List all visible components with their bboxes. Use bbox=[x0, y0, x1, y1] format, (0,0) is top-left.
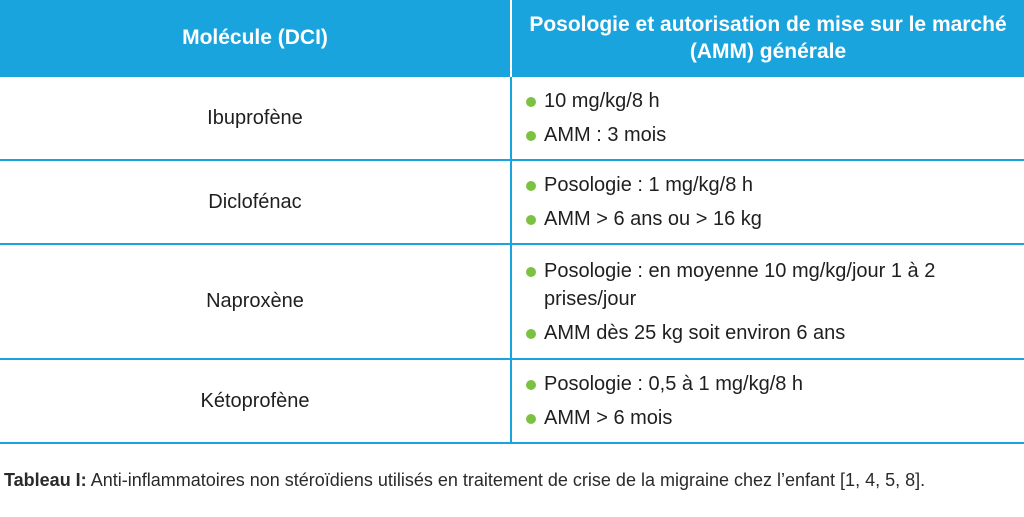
posology-cell bbox=[511, 76, 1024, 160]
list-item: AMM dès 25 kg soit environ 6 ans bbox=[526, 319, 1014, 347]
table-header-row bbox=[0, 0, 1024, 76]
list-item: AMM : 3 mois bbox=[526, 121, 1014, 149]
molecule-cell: Naproxène bbox=[0, 244, 511, 359]
list-item: 10 mg/kg/8 h bbox=[526, 87, 1014, 115]
list-item: AMM > 6 mois bbox=[526, 404, 1014, 432]
posology-cell bbox=[511, 359, 1024, 443]
table-row bbox=[0, 244, 1024, 359]
caption-label: Tableau I: bbox=[4, 470, 87, 490]
list-item: Posologie : 0,5 à 1 mg/kg/8 h bbox=[526, 370, 1014, 398]
caption-text: Anti-inflammatoires non stéroïdiens utilisés en traitement de crise de la migraine chez l’enfant [1, 4, 5, 8]. bbox=[86, 470, 926, 490]
table-row bbox=[0, 76, 1024, 160]
molecule-cell: Kétoprofène bbox=[0, 359, 511, 443]
bullet-list bbox=[526, 257, 1014, 347]
molecule-cell: Ibuprofène bbox=[0, 76, 511, 160]
header-posology: Posologie et autorisation de mise sur le marché (AMM) générale bbox=[511, 0, 1024, 76]
bullet-list bbox=[526, 370, 1014, 432]
posology-cell bbox=[511, 160, 1024, 244]
table-caption bbox=[4, 468, 1020, 492]
molecule-cell: Diclofénac bbox=[0, 160, 511, 244]
list-item: Posologie : en moyenne 10 mg/kg/jour 1 à 2 prises/jour bbox=[526, 257, 1014, 313]
posology-cell bbox=[511, 244, 1024, 359]
table-row bbox=[0, 160, 1024, 244]
bullet-list bbox=[526, 87, 1014, 149]
header-molecule: Molécule (DCI) bbox=[0, 0, 511, 76]
list-item: Posologie : 1 mg/kg/8 h bbox=[526, 171, 1014, 199]
table-row bbox=[0, 359, 1024, 443]
bullet-list bbox=[526, 171, 1014, 233]
list-item: AMM > 6 ans ou > 16 kg bbox=[526, 205, 1014, 233]
